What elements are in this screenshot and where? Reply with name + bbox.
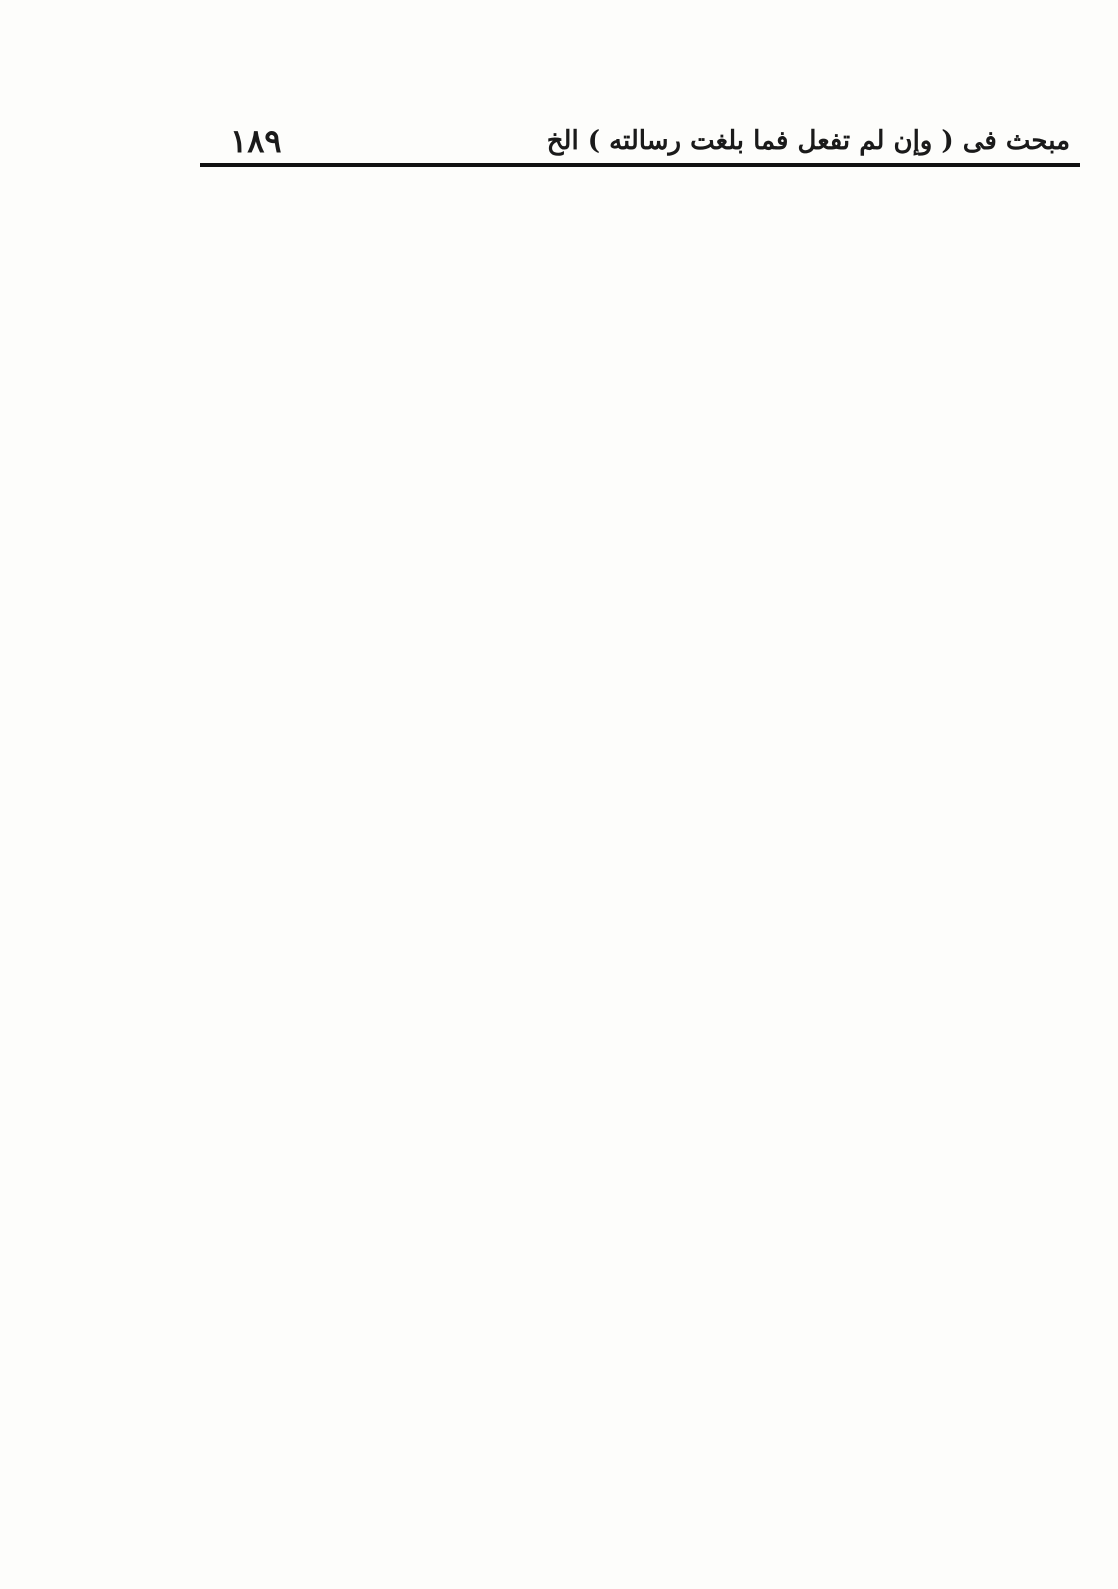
running-title: مبحث فى ( وإن لم تفعل فما بلغت رسالته ) الخ bbox=[546, 126, 1070, 156]
header-rule bbox=[200, 163, 1080, 167]
page-header bbox=[200, 118, 1080, 166]
page-number: ١٨٩ bbox=[230, 122, 282, 160]
